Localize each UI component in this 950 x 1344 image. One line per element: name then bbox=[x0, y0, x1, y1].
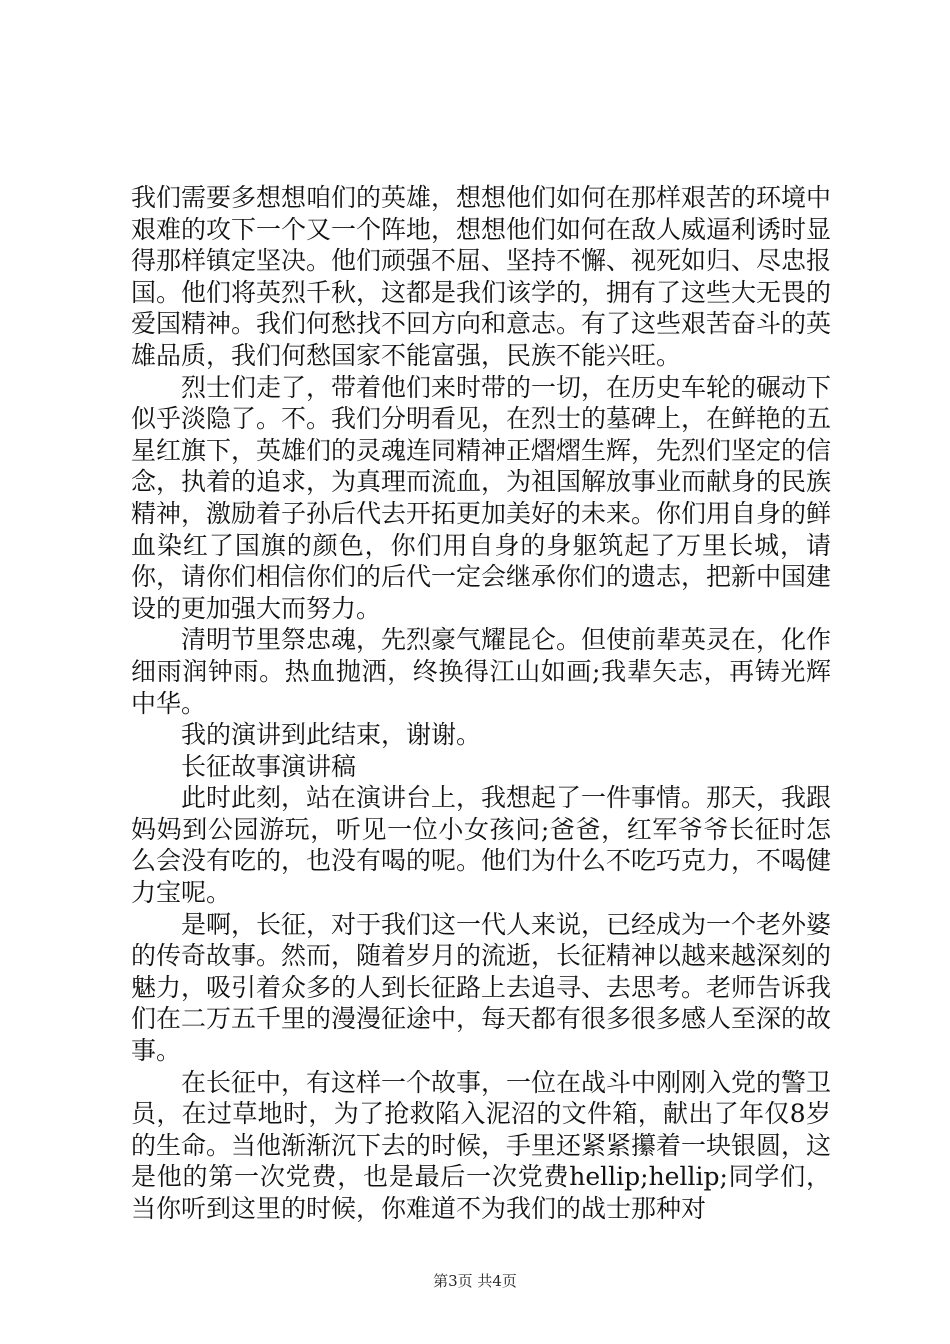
paragraph-heroes: 我们需要多想想咱们的英雄，想想他们如何在那样艰苦的环境中艰难的攻下一个又一个阵地，想想他们如何在敌人威逼利诱时显得那样镇定坚决。他们顽强不屈、坚持不懈、视死如归、尽忠报国。他们将英烈千秋，这都是我们该学的，拥有了这些大无畏的爱国精神。我们何愁找不回方向和意志。有了这些艰苦奋斗的英雄品质，我们何愁国家不能富强，民族不能兴旺。 bbox=[131, 183, 832, 370]
paragraph-long-march: 是啊，长征，对于我们这一代人来说，已经成为一个老外婆的传奇故事。然而，随着岁月的流逝，长征精神以越来越深刻的魅力，吸引着众多的人到长征路上去追寻、去思考。老师告诉我们在二万五千里的漫漫征途中，每天都有很多很多感人至深的故事。 bbox=[131, 909, 832, 1066]
paragraph-park-story: 此时此刻，站在演讲台上，我想起了一件事情。那天，我跟妈妈到公园游玩，听见一位小女孩问;爸爸，红军爷爷长征时怎么会没有吃的，也没有喝的呢。他们为什么不吃巧克力，不喝健力宝呢。 bbox=[131, 783, 832, 908]
document-body bbox=[131, 182, 831, 1225]
paragraph-closing: 我的演讲到此结束，谢谢。 bbox=[181, 720, 482, 750]
section-title: 长征故事演讲稿 bbox=[181, 751, 357, 781]
paragraph-qingming: 清明节里祭忠魂，先烈豪气耀昆仑。但使前辈英灵在，化作细雨润钟雨。热血抛洒，终换得江山如画;我辈矢志，再铸光辉中华。 bbox=[131, 625, 832, 718]
paragraph-martyrs: 烈士们走了，带着他们来时带的一切，在历史车轮的碾动下似乎淡隐了。不。我们分明看见，在烈士的墓碑上，在鲜艳的五星红旗下，英雄们的灵魂连同精神正熠熠生辉，先烈们坚定的信念，执着的追求，为真理而流血，为祖国解放事业而献身的民族精神，激励着子孙后代去开拓更加美好的未来。你们用自身的鲜血染红了国旗的颜色，你们用自身的身躯筑起了万里长城，请你，请你们相信你们的后代一定会继承你们的遗志，把新中国建设的更加强大而努力。 bbox=[131, 372, 832, 623]
paragraph-guard-story: 在长征中，有这样一个故事，一位在战斗中刚刚入党的警卫员，在过草地时，为了抢救陷入泥沼的文件箱，献出了年仅8岁的生命。当他渐渐沉下去的时候，手里还紧紧攥着一块银圆，这是他的第一次党费，也是最后一次党费hellip;hellip;同学们，当你听到这里的时候，你难道不为我们的战士那种对 bbox=[131, 1067, 832, 1223]
page-footer: 第3页 共4页 bbox=[433, 1272, 517, 1290]
